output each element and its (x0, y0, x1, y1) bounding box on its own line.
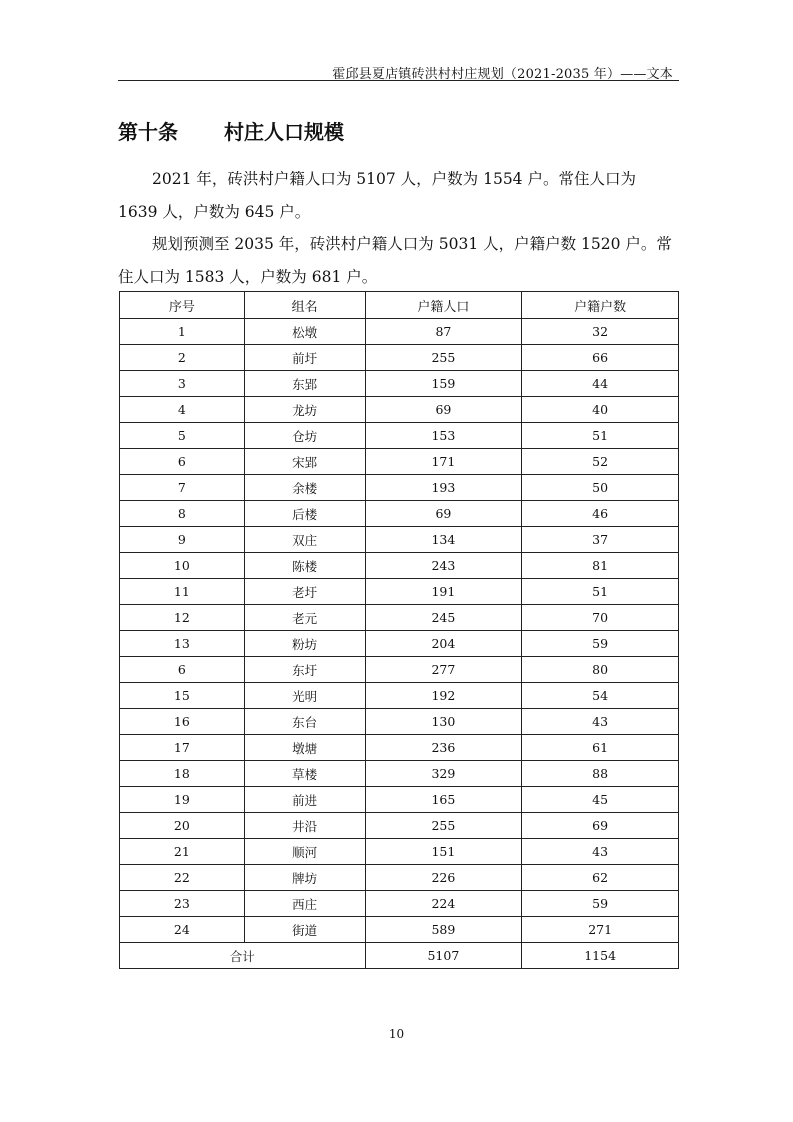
row-group-name: 街道 (244, 917, 365, 943)
row-households: 52 (522, 449, 679, 475)
row-index: 1 (120, 319, 245, 345)
table-row (120, 553, 679, 579)
table-row (120, 839, 679, 865)
row-households: 66 (522, 345, 679, 371)
row-index: 2 (120, 345, 245, 371)
row-index: 3 (120, 371, 245, 397)
table-row (120, 527, 679, 553)
row-index: 15 (120, 683, 245, 709)
row-group-name: 草楼 (244, 761, 365, 787)
table-header-row (120, 292, 679, 319)
total-households: 1154 (522, 943, 679, 969)
row-households: 37 (522, 527, 679, 553)
row-households: 61 (522, 735, 679, 761)
paragraph-2035: 规划预测至 2035 年，砖洪村户籍人口为 5031 人，户籍户数 1520 户。常住人口为 1583 人，户数为 681 户。 (118, 235, 672, 286)
row-index: 9 (120, 527, 245, 553)
row-index: 4 (120, 397, 245, 423)
table-row (120, 475, 679, 501)
table-row (120, 449, 679, 475)
row-group-name: 松墩 (244, 319, 365, 345)
row-group-name: 余楼 (244, 475, 365, 501)
running-header: 霍邱县夏店镇砖洪村村庄规划（2021-2035 年）——文本 (332, 67, 673, 82)
table-row (120, 371, 679, 397)
row-group-name: 顺河 (244, 839, 365, 865)
row-index: 7 (120, 475, 245, 501)
row-index: 23 (120, 891, 245, 917)
table-body (120, 319, 679, 943)
row-index: 19 (120, 787, 245, 813)
row-index: 10 (120, 553, 245, 579)
table-row (120, 865, 679, 891)
table-row (120, 423, 679, 449)
row-population: 165 (365, 787, 522, 813)
row-households: 88 (522, 761, 679, 787)
table-row (120, 761, 679, 787)
row-households: 46 (522, 501, 679, 527)
row-population: 87 (365, 319, 522, 345)
row-population: 130 (365, 709, 522, 735)
table-row (120, 319, 679, 345)
row-group-name: 东郢 (244, 371, 365, 397)
row-group-name: 仓坊 (244, 423, 365, 449)
row-population: 224 (365, 891, 522, 917)
row-households: 32 (522, 319, 679, 345)
table-row (120, 891, 679, 917)
row-group-name: 东圩 (244, 657, 365, 683)
row-population: 245 (365, 605, 522, 631)
row-population: 69 (365, 397, 522, 423)
table-row (120, 397, 679, 423)
row-group-name: 粉坊 (244, 631, 365, 657)
row-group-name: 后楼 (244, 501, 365, 527)
row-households: 59 (522, 891, 679, 917)
row-index: 6 (120, 449, 245, 475)
row-households: 40 (522, 397, 679, 423)
table-row (120, 579, 679, 605)
table-row (120, 813, 679, 839)
table-row (120, 709, 679, 735)
table-row (120, 683, 679, 709)
row-index: 18 (120, 761, 245, 787)
table-row (120, 917, 679, 943)
row-index: 12 (120, 605, 245, 631)
row-group-name: 东台 (244, 709, 365, 735)
row-households: 80 (522, 657, 679, 683)
header-index: 序号 (120, 292, 245, 319)
row-households: 43 (522, 839, 679, 865)
header-group-name: 组名 (244, 292, 365, 319)
row-group-name: 老元 (244, 605, 365, 631)
row-population: 151 (365, 839, 522, 865)
row-population: 277 (365, 657, 522, 683)
row-population: 226 (365, 865, 522, 891)
row-group-name: 光明 (244, 683, 365, 709)
row-households: 54 (522, 683, 679, 709)
row-index: 8 (120, 501, 245, 527)
row-households: 81 (522, 553, 679, 579)
row-group-name: 老圩 (244, 579, 365, 605)
row-population: 191 (365, 579, 522, 605)
row-population: 159 (365, 371, 522, 397)
row-population: 192 (365, 683, 522, 709)
total-label: 合计 (120, 943, 366, 969)
row-households: 69 (522, 813, 679, 839)
row-index: 22 (120, 865, 245, 891)
row-households: 44 (522, 371, 679, 397)
row-group-name: 牌坊 (244, 865, 365, 891)
row-population: 236 (365, 735, 522, 761)
row-households: 43 (522, 709, 679, 735)
row-group-name: 前进 (244, 787, 365, 813)
row-index: 20 (120, 813, 245, 839)
row-population: 193 (365, 475, 522, 501)
row-group-name: 龙坊 (244, 397, 365, 423)
row-population: 255 (365, 345, 522, 371)
row-households: 59 (522, 631, 679, 657)
row-population: 255 (365, 813, 522, 839)
row-households: 51 (522, 579, 679, 605)
row-index: 17 (120, 735, 245, 761)
row-households: 50 (522, 475, 679, 501)
row-group-name: 前圩 (244, 345, 365, 371)
row-population: 171 (365, 449, 522, 475)
row-population: 243 (365, 553, 522, 579)
header-divider (118, 80, 679, 81)
total-population: 5107 (365, 943, 522, 969)
row-group-name: 陈楼 (244, 553, 365, 579)
header-households: 户籍户数 (522, 292, 679, 319)
table-row (120, 605, 679, 631)
row-index: 13 (120, 631, 245, 657)
row-population: 329 (365, 761, 522, 787)
row-group-name: 双庄 (244, 527, 365, 553)
row-index: 11 (120, 579, 245, 605)
article-number: 第十条 (118, 120, 178, 144)
row-group-name: 西庄 (244, 891, 365, 917)
row-group-name: 墩塘 (244, 735, 365, 761)
paragraph-2021: 2021 年，砖洪村户籍人口为 5107 人，户数为 1554 户。常住人口为 1639 人，户数为 645 户。 (118, 170, 636, 221)
row-index: 24 (120, 917, 245, 943)
table-row (120, 345, 679, 371)
table-row (120, 735, 679, 761)
row-households: 70 (522, 605, 679, 631)
row-population: 69 (365, 501, 522, 527)
table-row (120, 631, 679, 657)
row-population: 589 (365, 917, 522, 943)
table-row (120, 787, 679, 813)
row-population: 134 (365, 527, 522, 553)
row-households: 45 (522, 787, 679, 813)
row-households: 62 (522, 865, 679, 891)
header-population: 户籍人口 (365, 292, 522, 319)
table-total-row (120, 943, 679, 969)
row-population: 204 (365, 631, 522, 657)
table-row (120, 657, 679, 683)
row-index: 6 (120, 657, 245, 683)
row-index: 16 (120, 709, 245, 735)
population-table (119, 291, 679, 969)
table-row (120, 501, 679, 527)
page-number: 10 (388, 1027, 405, 1041)
row-index: 5 (120, 423, 245, 449)
row-households: 51 (522, 423, 679, 449)
row-index: 21 (120, 839, 245, 865)
row-group-name: 井沿 (244, 813, 365, 839)
article-title: 村庄人口规模 (224, 120, 344, 144)
row-group-name: 宋郢 (244, 449, 365, 475)
row-population: 153 (365, 423, 522, 449)
row-households: 271 (522, 917, 679, 943)
article-heading (118, 116, 344, 145)
